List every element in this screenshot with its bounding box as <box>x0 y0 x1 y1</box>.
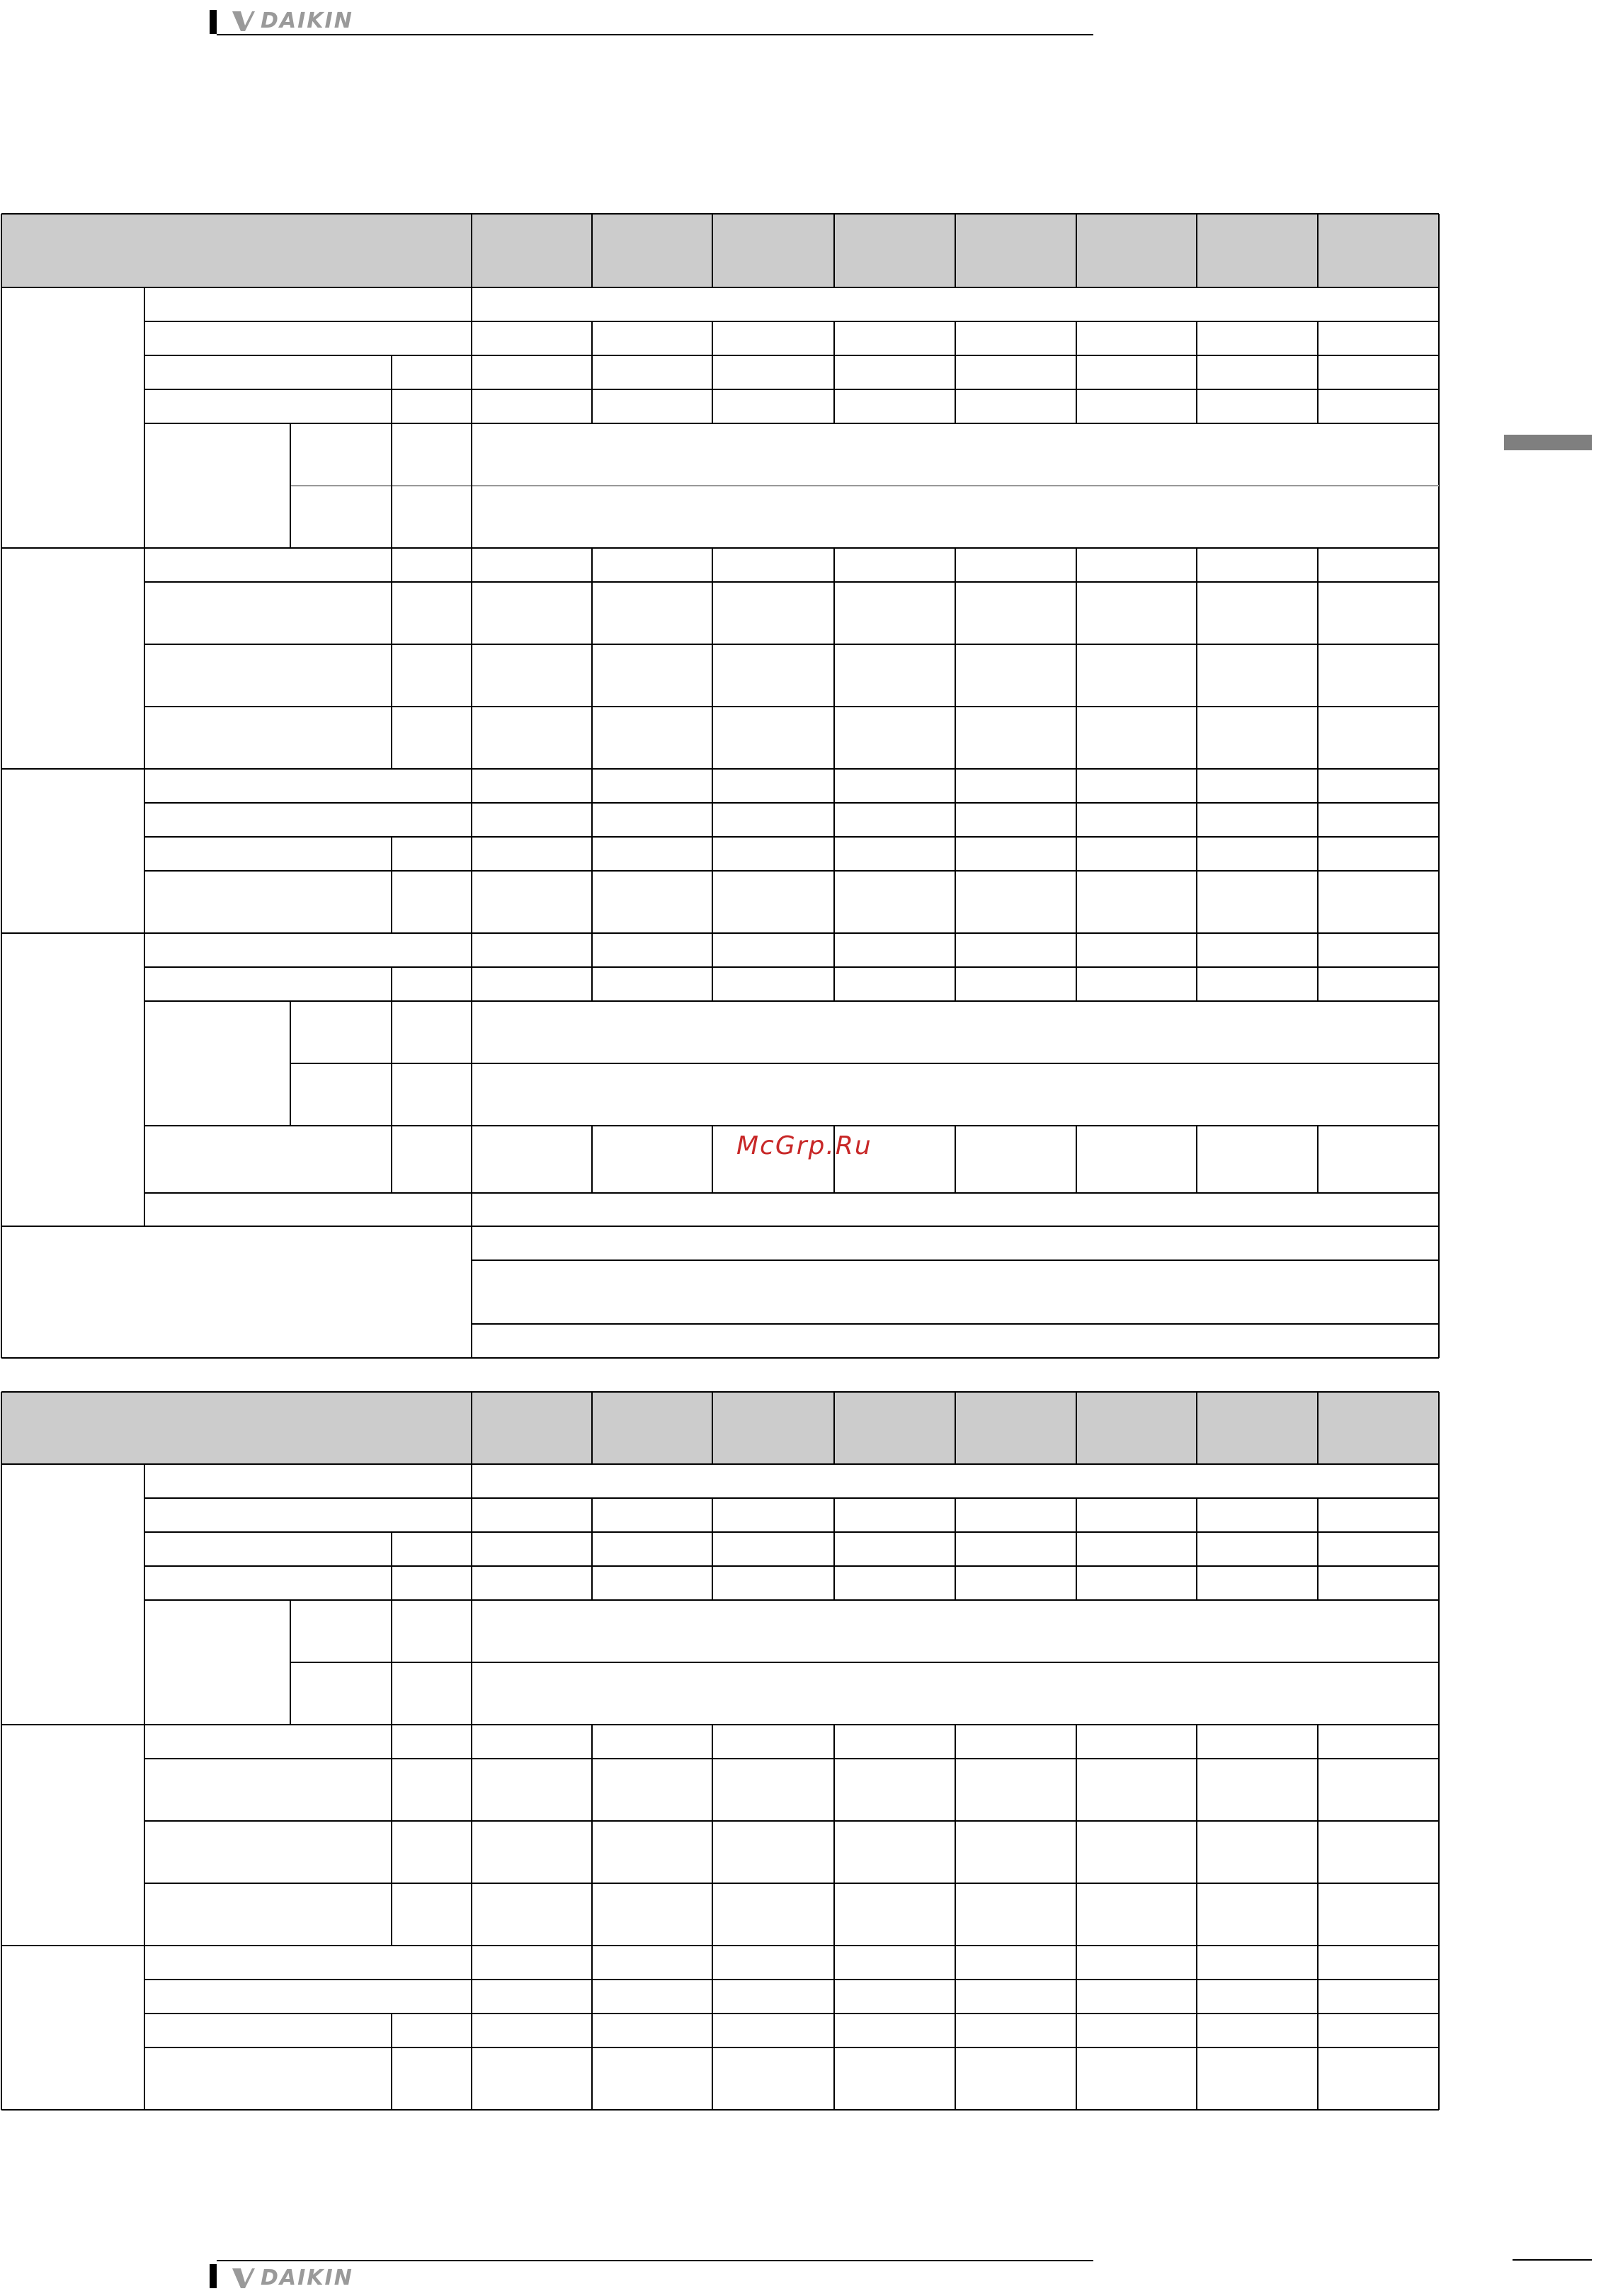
footer-bar <box>210 2264 217 2288</box>
table-header-fill <box>1 214 1439 287</box>
header-brand: DAIKIN <box>261 8 353 33</box>
daikin-logo-icon <box>231 2267 256 2290</box>
watermark: McGrp.Ru <box>736 1131 872 1160</box>
table-header-fill <box>1 1392 1439 1464</box>
footer-rule <box>217 2260 1093 2261</box>
footer-brand: DAIKIN <box>261 2266 353 2290</box>
page-number-rule <box>1513 2259 1592 2261</box>
footer-logo <box>231 2266 353 2290</box>
